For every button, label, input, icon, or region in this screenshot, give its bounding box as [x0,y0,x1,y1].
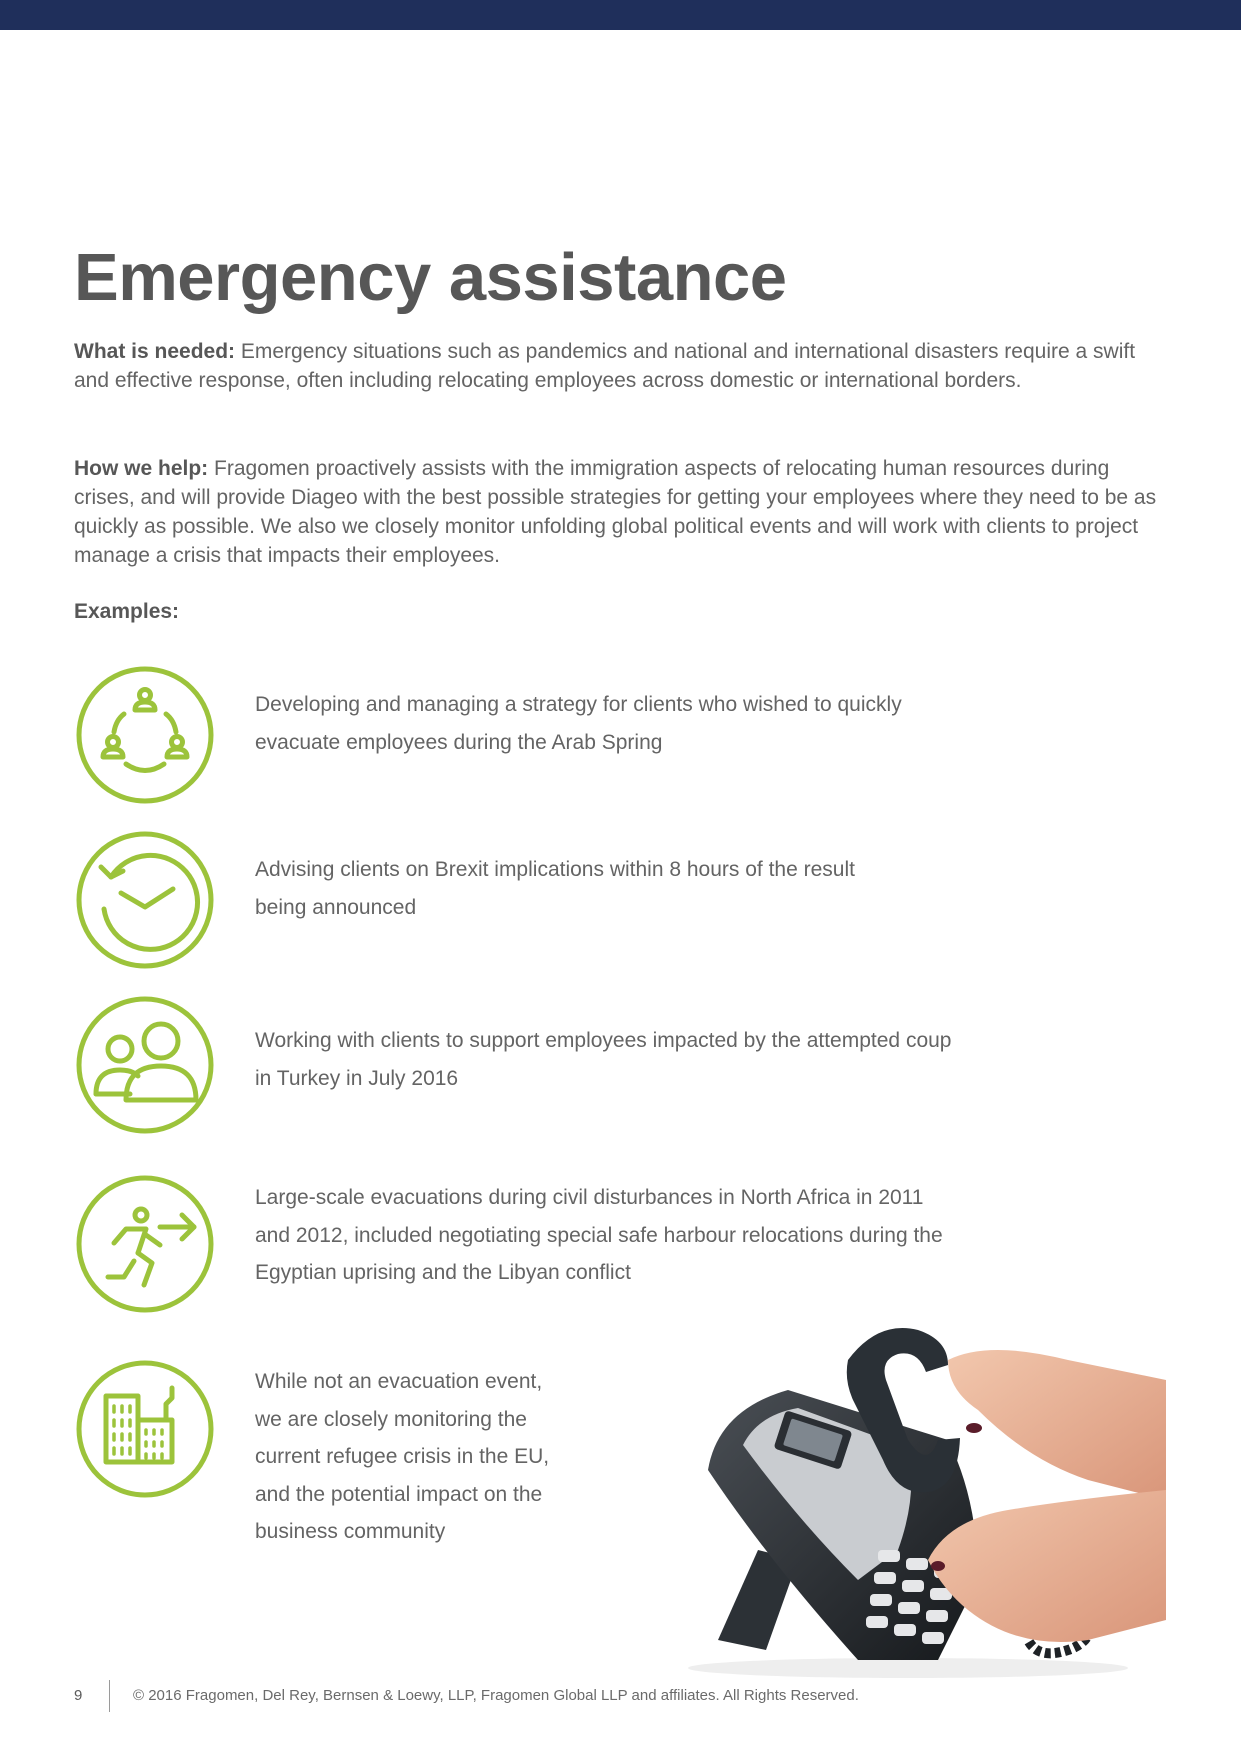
people-icon [74,994,216,1136]
what-is-needed-paragraph [74,337,1174,395]
desk-phone-photo [648,1320,1166,1680]
how-we-help-paragraph [74,454,1174,570]
example-text: While not an evacuation event, we are closely monitoring the current refugee crisis in the EU, and the potential impact on the business community [255,1370,550,1543]
what-is-needed-text: Emergency situations such as pandemics and national and international disasters require a swift and effective response, often including relocating employees across domestic or international borders. [74,340,1136,392]
running-exit-icon [74,1173,216,1315]
network-people-icon [74,664,216,806]
what-is-needed-label: What is needed: [74,340,236,363]
example-text: Advising clients on Brexit implications within 8 hours of the result being announced [255,858,855,919]
clock-icon [74,829,216,971]
example-text: Developing and managing a strategy for clients who wished to quickly evacuate employees during the Arab Spring [255,693,902,754]
example-text: Working with clients to support employees impacted by the attempted coup in Turkey in July 2016 [255,1029,952,1090]
how-we-help-text: Fragomen proactively assists with the immigration aspects of relocating human resources during crises, and will provide Diageo with the best possible strategies for getting your employees where they need to be as quickly as possible. We also we closely monitor unfolding global political events and will work with clients to project manage a crisis that impacts their employees. [74,457,1157,567]
example-text: Large-scale evacuations during civil disturbances in North Africa in 2011 and 2012, included negotiating special safe harbour relocations during the Egyptian uprising and the Libyan conflict [255,1186,943,1284]
footer-divider [109,1680,110,1712]
page-number: 9 [74,1687,83,1704]
page-title: Emergency assistance [74,240,787,315]
buildings-icon [74,1358,216,1500]
examples-heading: Examples: [74,600,180,623]
how-we-help-label: How we help: [74,457,209,480]
footer-copyright: © 2016 Fragomen, Del Rey, Bernsen & Loewy, LLP, Fragomen Global LLP and affiliates. All Rights Reserved. [133,1687,859,1704]
top-header-bar [0,0,1241,30]
